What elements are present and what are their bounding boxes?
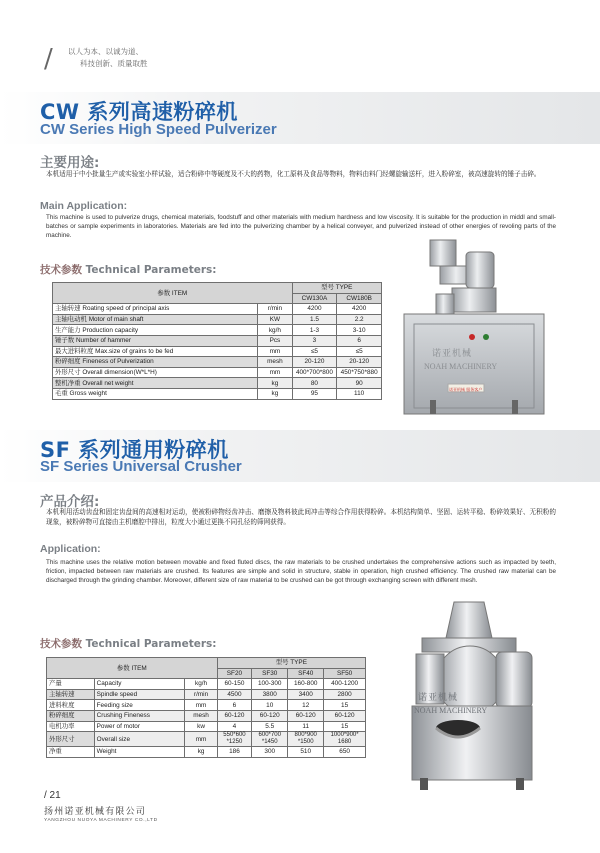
cw-table-row xyxy=(53,346,382,357)
sf-row-unit: mm xyxy=(185,732,217,747)
cw-row-value: 80 xyxy=(292,378,337,389)
sf-row-value: 160-800 xyxy=(288,679,324,690)
cw-row-value: 450*750*880 xyxy=(337,367,382,378)
cw-row-unit: mm xyxy=(258,367,292,378)
cw-row-value: 20-120 xyxy=(337,357,382,368)
sf-app-en-heading: Application: xyxy=(40,543,101,555)
sf-row-value: 3800 xyxy=(252,689,288,700)
sf-row-value: 650 xyxy=(324,747,366,758)
sf-row-item-cn: 产量 xyxy=(47,679,95,690)
cw-row-item: 锤子数 Number of hammer xyxy=(53,335,258,346)
cw-row-item: 生产能力 Production capacity xyxy=(53,325,258,336)
sf-row-unit: kg/h xyxy=(185,679,217,690)
sf-type-label: 型号 TYPE xyxy=(217,658,365,669)
sf-row-value: 60-120 xyxy=(252,710,288,721)
cw-param-label: 参数 ITEM xyxy=(53,283,293,304)
sf-param-label: 参数 ITEM xyxy=(47,658,218,679)
cw-row-value: 6 xyxy=(337,335,382,346)
cw-row-item: 毛重 Gross weight xyxy=(53,388,258,399)
cw-row-unit: r/min xyxy=(258,304,292,315)
sf-app-en-text: This machine uses the relative motion between movable and fixed fluted discs, the raw materials to be crushed undertakes the comprehensive actions such as impacted by teeth, friction, impacted between raw materials are crushed. Its features are simple and solid in structure, stable in operation, high crushed efficiency. The crushed raw material can be discharged through the grinding chamber. Moreover, different size of raw material to be crushed can be got through exchanging screen with different mesh. xyxy=(46,559,556,584)
cw-row-unit: KW xyxy=(258,314,292,325)
sf-model-2: SF30 xyxy=(252,668,288,679)
cw-table-row xyxy=(53,357,382,368)
sf-row-value: 3400 xyxy=(288,689,324,700)
cw-machine-badge: 诺亚机械 服务客户 xyxy=(449,387,483,392)
cw-row-value: 20-120 xyxy=(292,357,337,368)
sf-table-row xyxy=(47,721,366,732)
header-slash: / xyxy=(44,44,53,74)
sf-row-unit: mm xyxy=(185,700,217,711)
sf-intro-cn-text: 本机利用活动齿盘和固定齿盘间的高速相对运动，使被粉碎物经齿冲击、磨擦及物料彼此间冲击等综合作用获得粉碎。本机结构简单、坚固、运转平稳、粉碎效果好、无积粉的现象，被粉碎物可直接由主机磨腔中排出，粒度大小通过更换不同孔径的筛网获得。 xyxy=(46,508,556,526)
tagline-line-1: 以人为本、以诚为道、 xyxy=(68,47,143,56)
sf-row-item-cn: 进料粒度 xyxy=(47,700,95,711)
sf-row-value: 800*900 *1500 xyxy=(288,732,324,747)
sf-table-row xyxy=(47,710,366,721)
sf-title-cn: SF 系列通用粉碎机 xyxy=(40,438,229,462)
sf-row-item-cn: 净重 xyxy=(47,747,95,758)
cw-tech-heading xyxy=(40,262,216,277)
cw-title-cn: CW 系列高速粉碎机 xyxy=(40,100,238,124)
sf-spec-table xyxy=(46,657,366,758)
sf-row-value: 10 xyxy=(252,700,288,711)
sf-row-value: 550*600 *1250 xyxy=(217,732,252,747)
sf-row-item-en: Feeding size xyxy=(94,700,185,711)
sf-row-item-en: Spindle speed xyxy=(94,689,185,700)
sf-row-value: 186 xyxy=(217,747,252,758)
cw-row-value: 2.2 xyxy=(337,314,382,325)
sf-row-value: 15 xyxy=(324,700,366,711)
cw-model-2: CW180B xyxy=(337,293,382,304)
sf-row-value: 12 xyxy=(288,700,324,711)
cw-row-value: 3-10 xyxy=(337,325,382,336)
sf-table-row xyxy=(47,689,366,700)
sf-row-item-en: Capacity xyxy=(94,679,185,690)
sf-row-value: 510 xyxy=(288,747,324,758)
sf-row-unit: kg xyxy=(185,747,217,758)
cw-use-cn-heading: 主要用途: xyxy=(40,155,100,171)
cw-row-value: 95 xyxy=(292,388,337,399)
cw-row-value: 3 xyxy=(292,335,337,346)
sf-row-value: 400-1200 xyxy=(324,679,366,690)
cw-spec-table xyxy=(52,282,382,400)
sf-row-value: 11 xyxy=(288,721,324,732)
cw-row-value: ≤5 xyxy=(337,346,382,357)
sf-row-unit: r/min xyxy=(185,689,217,700)
cw-tech-heading-cn: 技术参数 xyxy=(40,264,82,276)
sf-row-value: 60-120 xyxy=(217,710,252,721)
cw-row-value: 400*700*800 xyxy=(292,367,337,378)
cw-table-row xyxy=(53,335,382,346)
sf-row-value: 600*700 *1450 xyxy=(252,732,288,747)
cw-row-unit: kg xyxy=(258,378,292,389)
sf-table-row xyxy=(47,679,366,690)
page-number: / 21 xyxy=(44,790,61,801)
sf-tech-heading-cn: 技术参数 xyxy=(40,638,82,650)
sf-row-item-cn: 电机功率 xyxy=(47,721,95,732)
sf-row-value: 60-150 xyxy=(217,679,252,690)
cw-use-cn-text: 本机适用于中小批量生产或实验室小样试验，适合粉碎中等硬度及不大的药物，化工原料及食品等物料，物料由料门经螺旋输送杆，进入粉碎室，被高速旋转的锤子击碎。 xyxy=(46,170,541,178)
cw-row-value: 1.5 xyxy=(292,314,337,325)
cw-machine-brand-en: NOAH MACHINERY xyxy=(424,362,498,371)
sf-row-item-en: Crushing Fineness xyxy=(94,710,185,721)
cw-table-row xyxy=(53,325,382,336)
cw-row-value: 4200 xyxy=(292,304,337,315)
sf-row-item-cn: 粉碎细度 xyxy=(47,710,95,721)
company-name-cn: 扬州诺亚机械有限公司 xyxy=(44,807,147,817)
sf-title-en: SF Series Universal Crusher xyxy=(40,458,242,475)
cw-row-item: 主轴转速 Roating speed of principal axis xyxy=(53,304,258,315)
sf-row-unit: mesh xyxy=(185,710,217,721)
sf-machine-brand-cn: 诺亚机械 xyxy=(418,693,459,703)
cw-row-item: 最大进料粒度 Max.size of grains to be fed xyxy=(53,346,258,357)
sf-row-value: 6 xyxy=(217,700,252,711)
sf-row-value: 100-300 xyxy=(252,679,288,690)
sf-row-value: 15 xyxy=(324,721,366,732)
cw-row-unit: mesh xyxy=(258,357,292,368)
sf-row-value: 4 xyxy=(217,721,252,732)
sf-row-item-cn: 外形尺寸 xyxy=(47,732,95,747)
cw-row-value: 90 xyxy=(337,378,382,389)
sf-model-1: SF20 xyxy=(217,668,252,679)
cw-row-item: 粉碎细度 Fineness of Pulverization xyxy=(53,357,258,368)
cw-row-item: 整机净重 Overall net weight xyxy=(53,378,258,389)
sf-model-4: SF50 xyxy=(324,668,366,679)
sf-intro-cn-heading: 产品介绍: xyxy=(40,494,100,510)
cw-use-en-text: This machine is used to pulverize drugs, chemical materials, foodstuff and other materials with medium hardness and low viscosity. It is suitable for the production in middl and small-batches or sample experiments in laboratories. Materials are fed into the pulverizing chamber by a helical conveyer, and pulverized instead of other energies of revoling parts of the machine. xyxy=(46,214,556,239)
sf-table-row xyxy=(47,732,366,747)
sf-row-item-en: Overall size xyxy=(94,732,185,747)
sf-row-value: 5.5 xyxy=(252,721,288,732)
cw-table-row xyxy=(53,378,382,389)
cw-row-unit: kg/h xyxy=(258,325,292,336)
cw-use-en-heading: Main Application: xyxy=(40,200,128,212)
sf-row-value: 4500 xyxy=(217,689,252,700)
sf-row-value: 60-120 xyxy=(288,710,324,721)
cw-machine-image xyxy=(392,232,552,422)
cw-row-unit: kg xyxy=(258,388,292,399)
cw-table-row xyxy=(53,388,382,399)
sf-row-unit: kw xyxy=(185,721,217,732)
sf-row-item-cn: 主轴转速 xyxy=(47,689,95,700)
cw-table-row xyxy=(53,367,382,378)
cw-model-1: CW130A xyxy=(292,293,337,304)
sf-row-item-en: Power of motor xyxy=(94,721,185,732)
cw-row-value: 4200 xyxy=(337,304,382,315)
cw-row-item: 主轴电动机 Motor of main shaft xyxy=(53,314,258,325)
sf-row-value: 60-120 xyxy=(324,710,366,721)
cw-tech-heading-en: Technical Parameters: xyxy=(85,264,217,276)
company-name-en: YANGZHOU NUOYA MACHINERY CO.,LTD xyxy=(44,818,158,823)
cw-row-value: 110 xyxy=(337,388,382,399)
sf-table-row xyxy=(47,747,366,758)
sf-row-value: 300 xyxy=(252,747,288,758)
sf-table-row xyxy=(47,700,366,711)
sf-row-value: 2800 xyxy=(324,689,366,700)
sf-row-value: 1000*900* 1680 xyxy=(324,732,366,747)
sf-tech-heading-en: Technical Parameters: xyxy=(85,638,217,650)
tagline-line-2: 科技创新、质量取胜 xyxy=(80,59,148,68)
sf-model-3: SF40 xyxy=(288,668,324,679)
cw-title-en: CW Series High Speed Pulverizer xyxy=(40,121,277,138)
cw-machine-brand-cn: 诺亚机械 xyxy=(432,349,473,359)
cw-row-item: 外形尺寸 Overall dimension(W*L*H) xyxy=(53,367,258,378)
cw-table-row xyxy=(53,314,382,325)
cw-row-value: ≤5 xyxy=(292,346,337,357)
cw-row-value: 1-3 xyxy=(292,325,337,336)
cw-row-unit: Pcs xyxy=(258,335,292,346)
cw-type-label: 型号 TYPE xyxy=(292,283,381,294)
sf-row-item-en: Weight xyxy=(94,747,185,758)
cw-row-unit: mm xyxy=(258,346,292,357)
sf-machine-brand-en: NOAH MACHINERY xyxy=(414,706,488,715)
cw-table-row xyxy=(53,304,382,315)
sf-tech-heading xyxy=(40,636,216,651)
